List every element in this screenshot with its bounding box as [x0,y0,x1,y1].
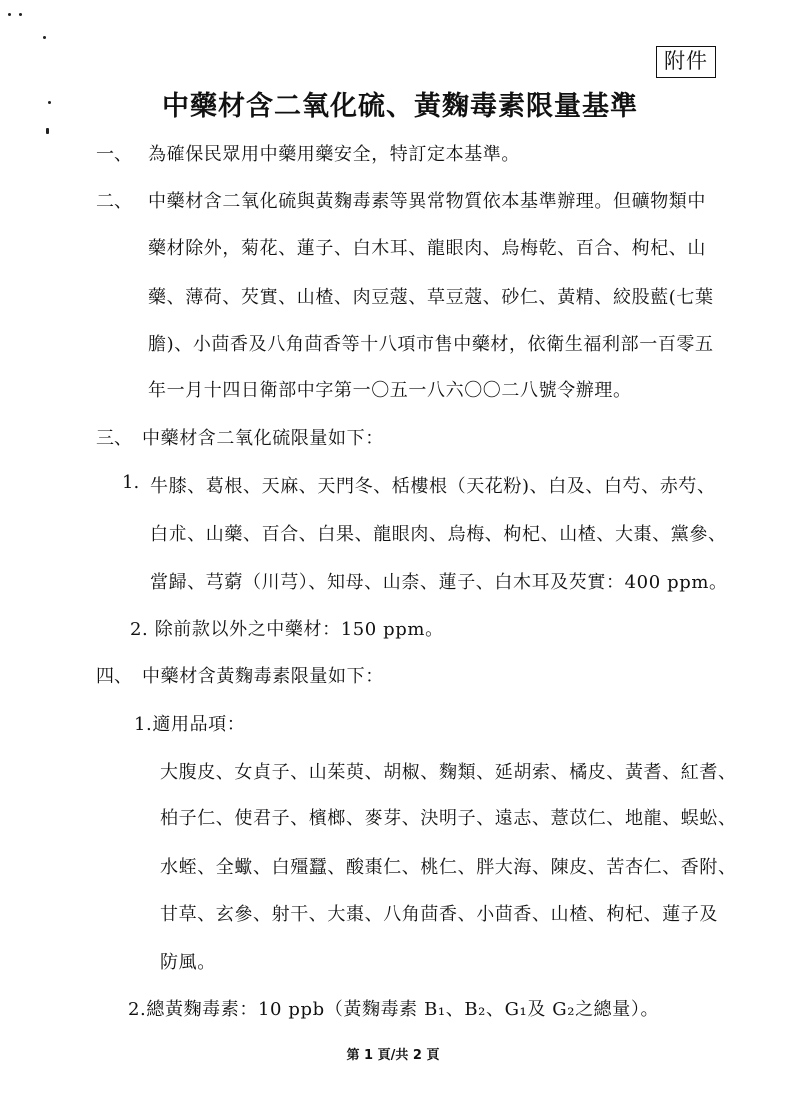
section-3-item-1-line: 牛膝、葛根、天麻、天門冬、栝樓根（天花粉)、白及、白芍、赤芍、 [150,476,716,497]
section-4-item-1-line: 大腹皮、女貞子、山茱萸、胡椒、麴類、延胡索、橘皮、黃耆、紅耆、 [160,762,737,783]
scan-speck [48,101,51,104]
section-4-heading: 中藥材含黃麴毒素限量如下： [142,666,384,687]
section-4-item-1-line: 水蛭、全蠍、白殭蠶、酸棗仁、桃仁、胖大海、陳皮、苦杏仁、香附、 [160,857,737,878]
section-4-item-1-heading: 1.適用品項： [134,714,246,735]
section-3-item-1-line: 當歸、芎藭（川芎）、知母、山柰、蓮子、白木耳及芡實：400 ppm。 [150,572,728,593]
section-4-number: 四、 [96,666,132,687]
section-3-number: 三、 [96,428,132,449]
scan-speck [19,13,22,16]
section-2-line: 藥、薄荷、芡實、山楂、肉豆蔻、草豆蔻、砂仁、黃精、絞股藍(七葉 [148,287,714,308]
section-2-line: 中藥材含二氧化硫與黃麴毒素等異常物質依本基準辦理。但礦物類中 [148,191,706,212]
scan-speck [43,36,46,39]
section-3-item-1-number: 1. [122,472,140,493]
section-1-text: 為確保民眾用中藥用藥安全，特訂定本基準。 [148,144,520,165]
attachment-label: 附件 [656,46,716,78]
page-footer: 第 1 頁/共 2 頁 [346,1048,440,1063]
section-3-item-1-line: 白朮、山藥、百合、白果、龍眼肉、烏梅、枸杞、山楂、大棗、黨參、 [150,524,727,545]
section-2-line: 藥材除外，菊花、蓮子、白木耳、龍眼肉、烏梅乾、百合、枸杞、山 [148,238,706,259]
section-4-item-1-line: 甘草、玄參、射干、大棗、八角茴香、小茴香、山楂、枸杞、蓮子及 [160,904,718,925]
section-2-number: 二、 [96,191,132,212]
section-4-item-1-line: 柏子仁、使君子、檳榔、麥芽、決明子、遠志、薏苡仁、地龍、蜈蚣、 [160,808,737,829]
section-1-number: 一、 [96,144,132,165]
section-3-item-2: 2. 除前款以外之中藥材：150 ppm。 [130,619,444,640]
section-2-line: 膽)、小茴香及八角茴香等十八項市售中藥材，依衛生福利部一百零五 [148,334,714,355]
scan-speck [8,13,11,16]
section-2-line: 年一月十四日衛部中字第一〇五一八六〇〇二八號令辦理。 [148,380,632,401]
section-4-item-1-line: 防風。 [160,952,216,973]
document-title: 中藥材含二氧化硫、黃麴毒素限量基準 [162,91,638,122]
section-3-heading: 中藥材含二氧化硫限量如下： [142,428,384,449]
scan-speck [46,128,49,134]
section-4-item-2: 2.總黃麴毒素：10 ppb（黃麴毒素 B₁、B₂、G₁及 G₂之總量）。 [128,999,660,1020]
